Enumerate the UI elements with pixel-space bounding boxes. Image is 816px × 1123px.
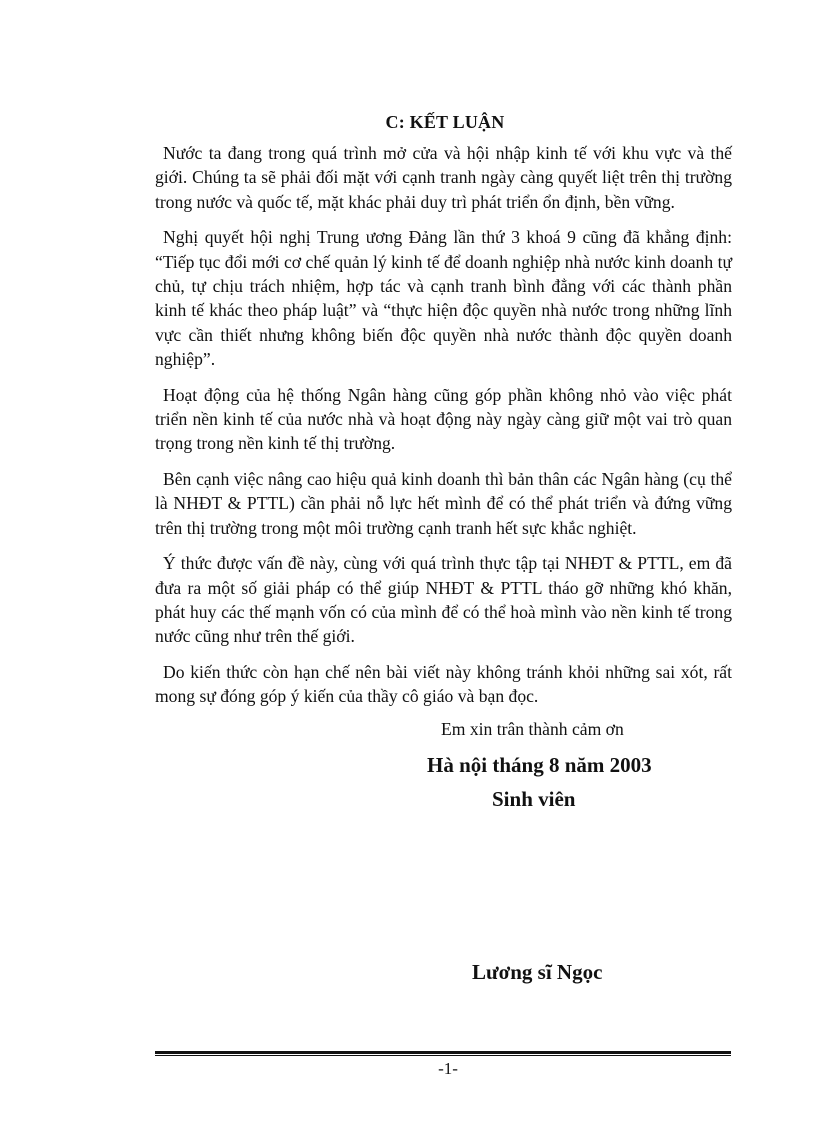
paragraph-6: Do kiến thức còn hạn chế nên bài viết này không tránh khỏi những sai xót, rất mong sự đóng góp ý kiến của thầy cô giáo và bạn đọc. <box>155 661 732 707</box>
paragraph-5: Ý thức được vấn đề này, cùng với quá trình thực tập tại NHĐT & PTTL, em đã đưa ra một số giải pháp có thể giúp NHĐT & PTTL tháo gỡ những khó khăn, phát huy các thế mạnh vốn có của mình để có thể hoà mình vào nền kinh tế trong nước cũng như trên thế giới. <box>155 553 732 647</box>
paragraph-1: Nước ta đang trong quá trình mở cửa và hội nhập kinh tế với khu vực và thế giới. Chúng ta sẽ phải đối mặt với cạnh tranh ngày càng quyết liệt trên thị trường trong nước và quốc tế, mặt khác phải duy trì phát triển ổn định, bền vững. <box>155 143 732 212</box>
page-number: -1- <box>438 1059 458 1078</box>
footer-divider <box>155 1051 731 1056</box>
body-text <box>155 141 732 720</box>
paragraph-3: Hoạt động của hệ thống Ngân hàng cũng góp phần không nhỏ vào việc phát triển nền kinh tế của nước nhà và hoạt động này ngày càng giữ một vai trò quan trọng trong nền kinh tế thị trường. <box>155 384 732 454</box>
author-name: Lương sĩ Ngọc <box>472 960 603 984</box>
place-date: Hà nội tháng 8 năm 2003 <box>427 753 652 777</box>
section-heading: C: KẾT LUẬN <box>385 112 505 132</box>
paragraph-4: Bên cạnh việc nâng cao hiệu quả kinh doanh thì bản thân các Ngân hàng (cụ thể là NHĐT & PTTL) cần phải nỗ lực hết mình để có thể phát triển và đứng vững trên thị trường trong một môi trường cạnh tranh hết sực khắc nghiệt. <box>155 468 732 538</box>
signer-role: Sinh viên <box>492 787 576 811</box>
paragraph-2: Nghị quyết hội nghị Trung ương Đảng lần thứ 3 khoá 9 cũng đã khẳng định: “Tiếp tục đổi mới cơ chế quản lý kinh tế để doanh nghiệp nhà nước kinh doanh tự chủ, tự chịu trách nhiệm, hợp tác và cạnh tranh bình đẳng với các thành phần kinh tế khác theo pháp luật” và “thực hiện độc quyền nhà nước trong những lĩnh vực cần thiết nhưng không biến độc quyền nhà nước thành độc quyền doanh nghiệp”. <box>155 227 732 370</box>
thanks-line: Em xin trân thành cảm ơn <box>441 719 624 739</box>
